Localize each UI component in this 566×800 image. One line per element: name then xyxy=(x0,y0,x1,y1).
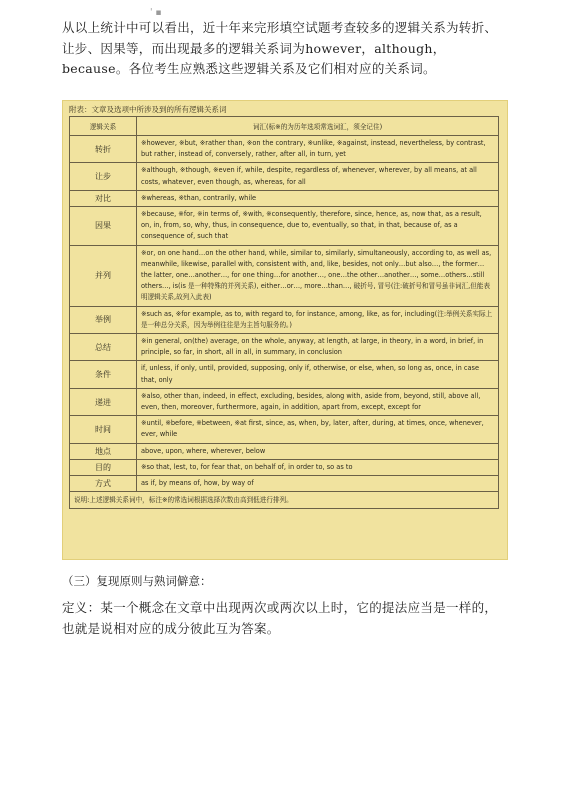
table-row xyxy=(70,136,499,163)
header-category: 逻辑关系 xyxy=(70,117,137,136)
definition-paragraph: 定义：某一个概念在文章中出现两次或两次以上时，它的提法应当是一样的，也就是说相对应的成分彼此互为答案。 xyxy=(62,600,498,636)
row-category: 方式 xyxy=(70,476,137,492)
table-row xyxy=(70,416,499,443)
row-words: ※until, ※before, ※between, ※at first, since, as, when, by, later, after, during, at times, once, whenever, ever, while xyxy=(137,416,499,443)
row-words: if, unless, if only, until, provided, supposing, only if, otherwise, or else, when, so long as, once, in case that, only xyxy=(137,361,499,388)
row-category: 时间 xyxy=(70,416,137,443)
table-row xyxy=(70,207,499,246)
logic-words-panel xyxy=(62,100,508,560)
row-category: 让步 xyxy=(70,163,137,190)
table-footnote-row xyxy=(70,492,499,509)
scan-mark: ' ▪ xyxy=(150,8,162,18)
table-row xyxy=(70,245,499,306)
row-category: 地点 xyxy=(70,443,137,459)
row-category: 举例 xyxy=(70,306,137,333)
row-category: 总结 xyxy=(70,334,137,361)
table-row xyxy=(70,361,499,388)
panel-caption: 附表：文章及选项中所涉及到的所有逻辑关系词 xyxy=(69,105,227,114)
table-header-row xyxy=(70,117,499,136)
section-heading: （三）复现原则与熟词僻意： xyxy=(62,574,212,588)
table-row xyxy=(70,443,499,459)
intro-paragraph: 从以上统计中可以看出，近十年来完形填空试题考查较多的逻辑关系为转折、让步、因果等，而出现最多的逻辑关系词为however，although，because。各位考生应熟悉这些逻辑关系及它们相对应的关系词。 xyxy=(62,20,498,76)
row-category: 并列 xyxy=(70,245,137,306)
table-row xyxy=(70,459,499,475)
table-footnote: 说明:上述逻辑关系词中，标注※的常选词根据选择次数由高到低进行排列。 xyxy=(70,492,499,509)
row-words: ※because, ※for, ※in terms of, ※with, ※consequently, therefore, since, hence, as, now that, as a result, on, in, from, so, why, thus, in consequence, due to, eventually, so that, in that, because of, as a consequence of, such that xyxy=(137,207,499,246)
row-words: ※also, other than, indeed, in effect, excluding, besides, along with, aside from, beyond, still, above all, even, then, moreover, furthermore, again, in addition, apart from, except, except for xyxy=(137,388,499,415)
header-words: 词汇(标※的为历年选项常选词汇，须全记住) xyxy=(137,117,499,136)
row-category: 条件 xyxy=(70,361,137,388)
row-words: as if, by means of, how, by way of xyxy=(137,476,499,492)
row-words: ※such as, ※for example, as to, with regard to, for instance, among, like, as for, including(注:举例关系实际上是一种总分关系，因为举例往往是为主旨句服务的。) xyxy=(137,306,499,333)
logic-words-table xyxy=(69,116,499,509)
table-row xyxy=(70,163,499,190)
row-category: 转折 xyxy=(70,136,137,163)
row-category: 目的 xyxy=(70,459,137,475)
row-category: 因果 xyxy=(70,207,137,246)
row-words: above, upon, where, wherever, below xyxy=(137,443,499,459)
table-row xyxy=(70,334,499,361)
row-words: ※so that, lest, to, for fear that, on behalf of, in order to, so as to xyxy=(137,459,499,475)
table-row xyxy=(70,306,499,333)
row-words: ※although, ※though, ※even if, while, despite, regardless of, whenever, wherever, by all means, at all costs, whatever, even though, as, whereas, for all xyxy=(137,163,499,190)
table-row xyxy=(70,388,499,415)
table-row xyxy=(70,190,499,206)
row-words: ※however, ※but, ※rather than, ※on the contrary, ※unlike, ※against, instead, nevertheless, by contrast, but rather, instead of, conversely, rather, after all, in turn, yet xyxy=(137,136,499,163)
row-category: 递进 xyxy=(70,388,137,415)
row-words: ※whereas, ※than, contrarily, while xyxy=(137,190,499,206)
row-words: ※in general, on(the) average, on the whole, anyway, at length, at large, in theory, in a word, in brief, in principle, so far, in short, all in all, in summary, in conclusion xyxy=(137,334,499,361)
table-row xyxy=(70,476,499,492)
row-category: 对比 xyxy=(70,190,137,206)
row-words: ※or, on one hand…on the other hand, while, similar to, similarly, simultaneously, according to, as well as, meanwhile, likewise, parallel with, consistent with, and, like, besides, not only…but also…, the former…the latter, one…another…, for one thing…for another…, one…the other…another…, some…others…still others…, is(is 是一种特殊的并列关系), either…or…, more…than…, 破折号, 冒号(注:破折号和冒号虽非词汇,但能表明逻辑关系,故列入此表) xyxy=(137,245,499,306)
